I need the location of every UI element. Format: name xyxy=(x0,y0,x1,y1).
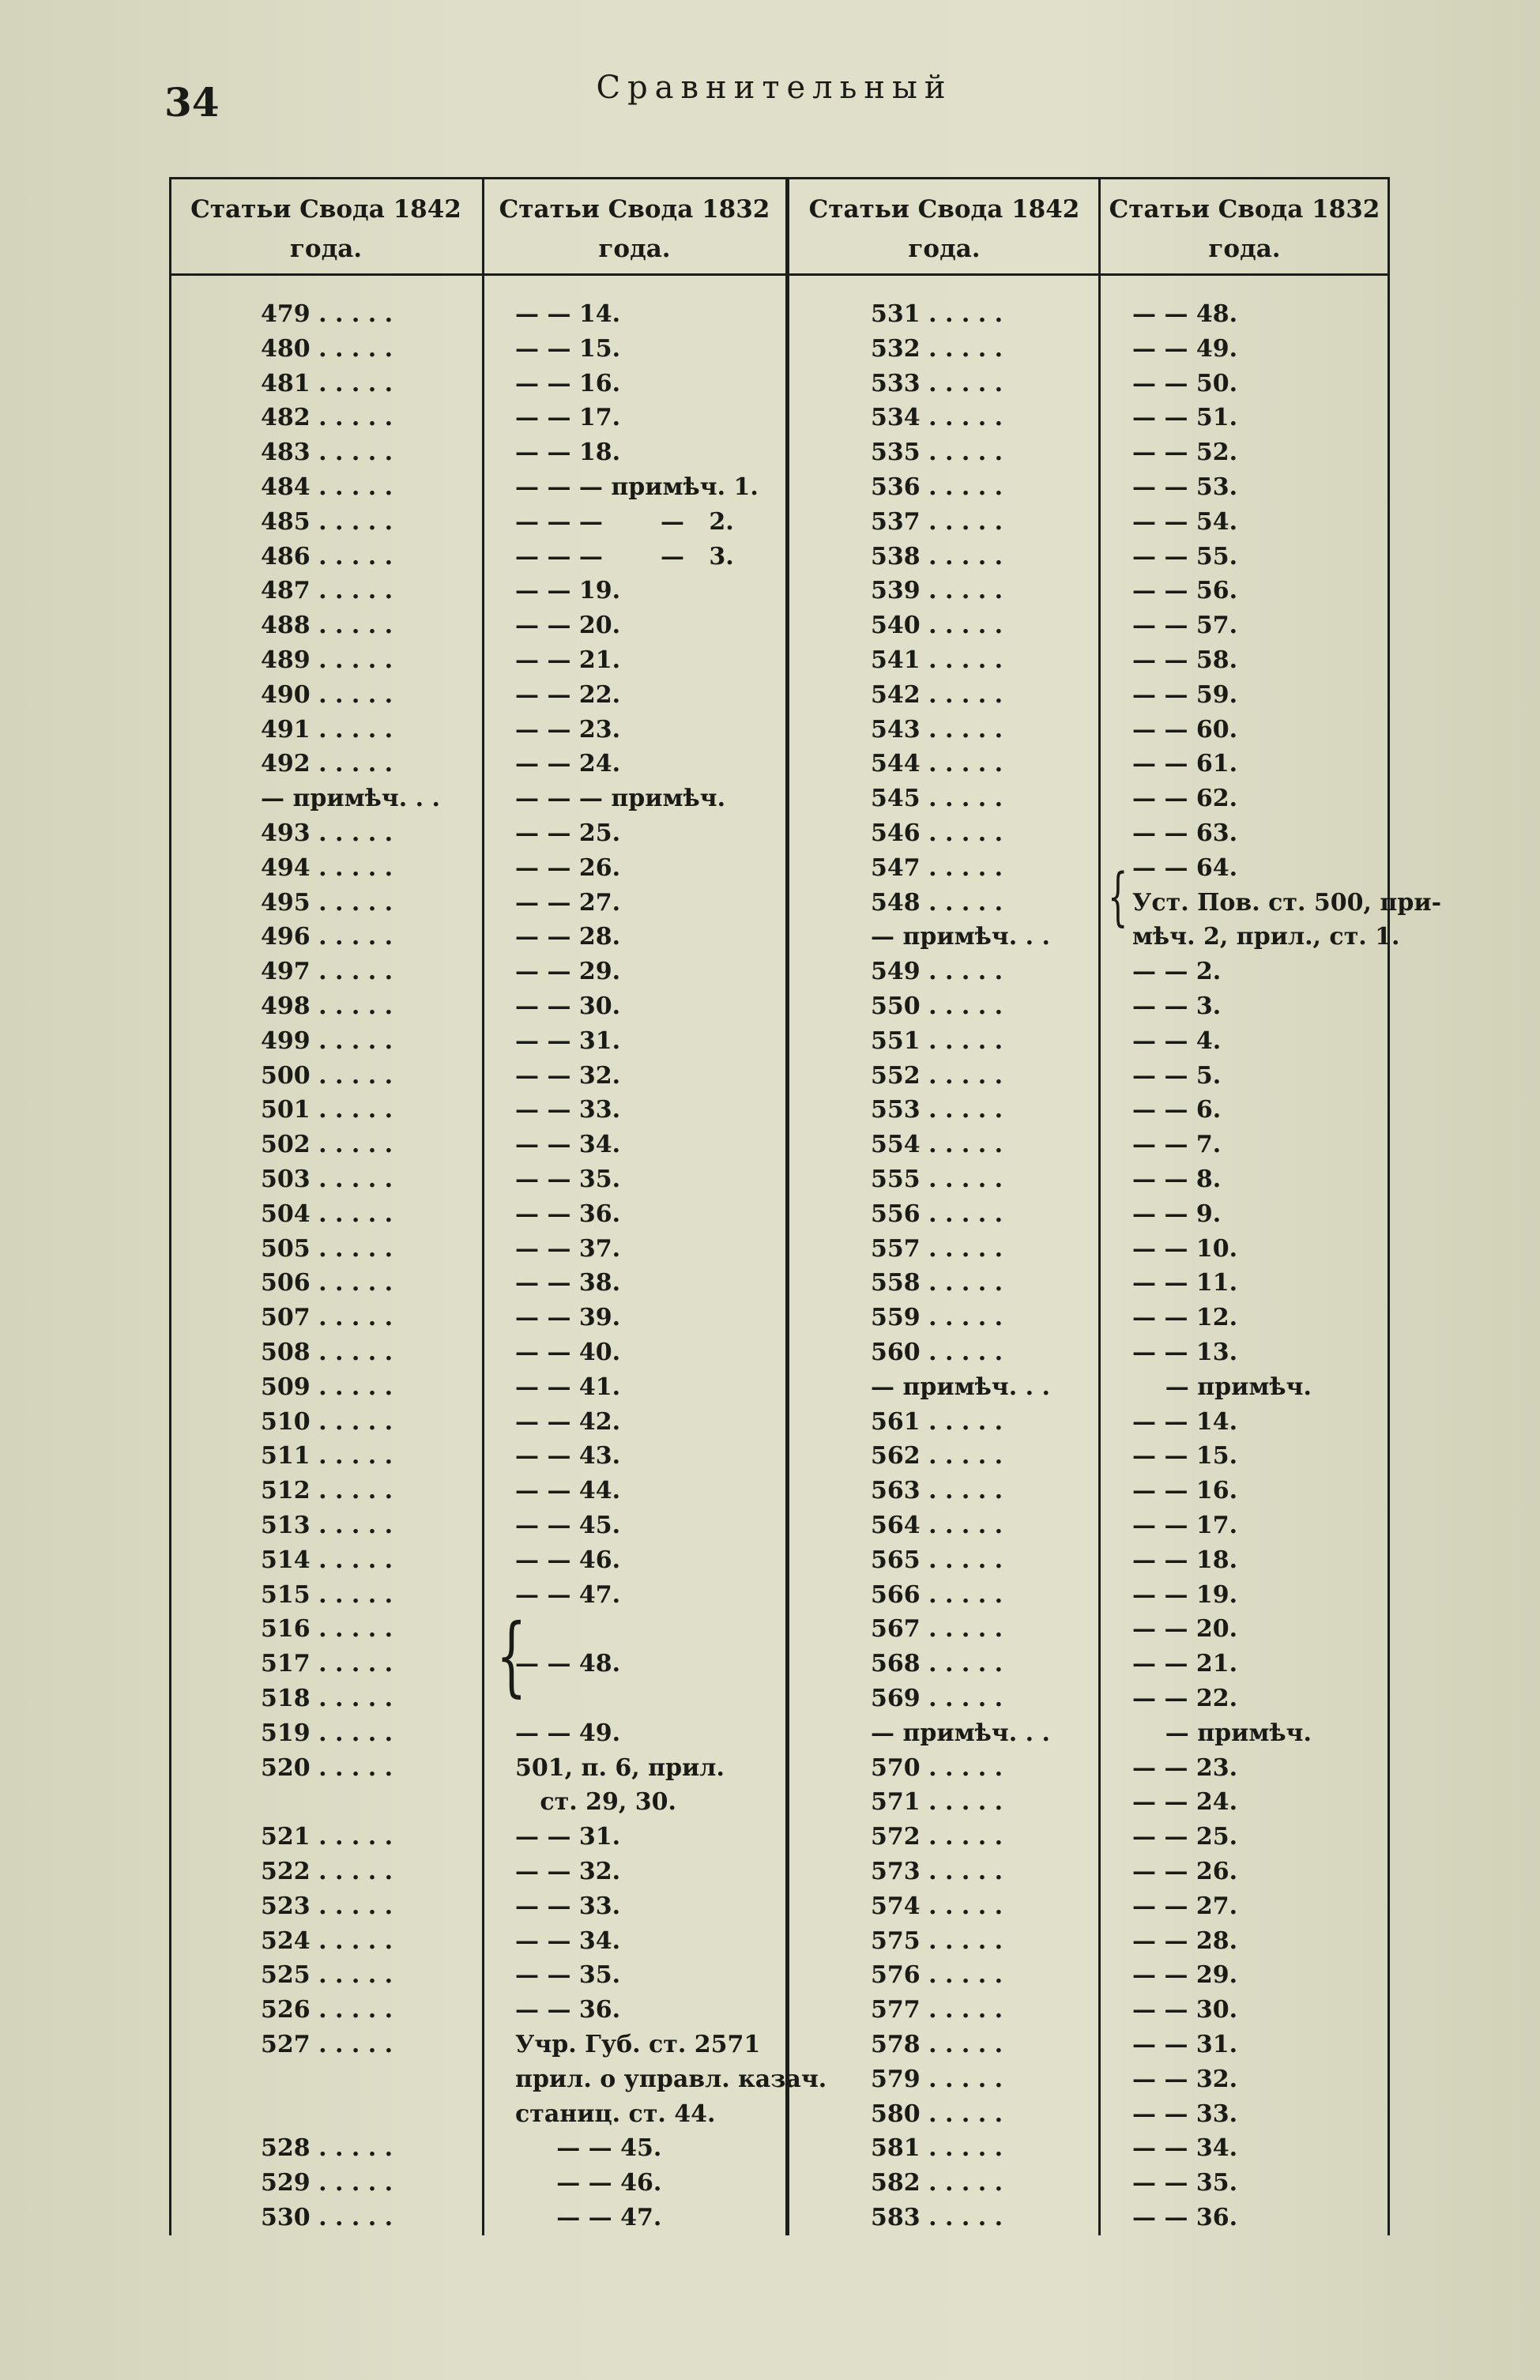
left-article-1842: 525 . . . . . xyxy=(261,1961,393,1989)
left-article-1842: 501 . . . . . xyxy=(261,1096,393,1124)
left-article-1842: 507 . . . . . xyxy=(261,1304,393,1331)
left-article-1832: — — 42. xyxy=(515,1408,621,1436)
header-col-1: Статьи Свода 1842 года. xyxy=(190,195,461,263)
right-article-1832: — — 36. xyxy=(1132,2204,1238,2231)
left-article-1842: 526 . . . . . xyxy=(261,1996,393,2024)
right-article-1842: 548 . . . . . xyxy=(871,889,1003,917)
right-article-1832: — — 9. xyxy=(1132,1200,1222,1228)
right-article-1842: 552 . . . . . xyxy=(871,1062,1003,1090)
left-article-1842: 481 . . . . . xyxy=(261,370,393,397)
right-article-1832: — — 52. xyxy=(1132,439,1238,466)
left-article-1842: 504 . . . . . xyxy=(261,1200,393,1228)
left-article-1842: 518 . . . . . xyxy=(261,1685,393,1712)
right-article-1842: 535 . . . . . xyxy=(871,439,1003,466)
right-article-1842: 550 . . . . . xyxy=(871,992,1003,1020)
left-article-1842: 496 . . . . . xyxy=(261,923,393,951)
header-col-3: Статьи Свода 1842 года. xyxy=(808,195,1080,263)
left-article-1832: — — 29. xyxy=(515,958,621,985)
left-article-1842: 495 . . . . . xyxy=(261,889,393,917)
left-article-1832: — — 23. xyxy=(515,716,621,744)
right-article-1842: 576 . . . . . xyxy=(871,1961,1003,1989)
right-article-1832: — — 34. xyxy=(1132,2134,1238,2162)
right-article-1832: — — 13. xyxy=(1132,1339,1238,1366)
left-article-1832: Учр. Губ. ст. 2571 xyxy=(515,2031,761,2058)
right-article-1832: — — 14. xyxy=(1132,1408,1238,1436)
right-article-1832: — — 50. xyxy=(1132,370,1238,397)
left-article-1832: — — 18. xyxy=(515,439,621,466)
right-article-1842: 571 . . . . . xyxy=(871,1788,1003,1816)
right-article-1832: — — 56. xyxy=(1132,577,1238,604)
left-article-1842: 500 . . . . . xyxy=(261,1062,393,1090)
right-article-1842: 537 . . . . . xyxy=(871,508,1003,536)
header-bottom-rule xyxy=(169,273,1390,276)
table-top-rule xyxy=(169,177,1390,179)
left-article-1842: 497 . . . . . xyxy=(261,958,393,985)
column-rule-2 xyxy=(785,177,789,2235)
right-article-1842: — примѣч. . . xyxy=(871,923,1050,951)
left-article-1842: 529 . . . . . xyxy=(261,2169,393,2197)
right-article-1832: — — 64. xyxy=(1132,854,1238,882)
left-article-1832: — — 28. xyxy=(515,923,621,951)
right-article-1832: — — 2. xyxy=(1132,958,1222,985)
right-article-1842: 556 . . . . . xyxy=(871,1200,1003,1228)
page-number: 34 xyxy=(164,79,220,126)
column-rule-1 xyxy=(482,177,484,2235)
left-article-1832: — — 37. xyxy=(515,1235,621,1263)
right-article-1842: 547 . . . . . xyxy=(871,854,1003,882)
left-article-1832: — — — — 2. xyxy=(515,508,734,536)
header-col-4: Статьи Свода 1832 года. xyxy=(1109,195,1380,263)
left-article-1842: 505 . . . . . xyxy=(261,1235,393,1263)
right-article-1842: 531 . . . . . xyxy=(871,300,1003,328)
right-article-1842: 566 . . . . . xyxy=(871,1581,1003,1609)
right-article-1832: — — 59. xyxy=(1132,681,1238,709)
left-article-1832: — — — примѣч. xyxy=(515,785,726,812)
right-article-1832: — — 16. xyxy=(1132,1477,1238,1504)
right-article-1832: — — 8. xyxy=(1132,1166,1222,1193)
right-article-1832: — — 30. xyxy=(1132,1996,1238,2024)
right-article-1832: — — 11. xyxy=(1132,1269,1238,1297)
right-article-1842: 572 . . . . . xyxy=(871,1823,1003,1851)
right-article-1842: 564 . . . . . xyxy=(871,1512,1003,1539)
left-article-1832: — — 31. xyxy=(515,1027,621,1055)
left-article-1832: — — 30. xyxy=(515,992,621,1020)
right-article-1832: — — 48. xyxy=(1132,300,1238,328)
right-article-1832: — — 60. xyxy=(1132,716,1238,744)
right-article-1832: мѣч. 2, прил., ст. 1. xyxy=(1132,923,1400,951)
left-article-1842: 522 . . . . . xyxy=(261,1858,393,1885)
left-article-1832: — — — примѣч. 1. xyxy=(515,473,759,501)
right-article-1832: — — 10. xyxy=(1132,1235,1238,1263)
right-article-1832: — — 55. xyxy=(1132,543,1238,571)
left-article-1842: 508 . . . . . xyxy=(261,1339,393,1366)
left-article-1842: 513 . . . . . xyxy=(261,1512,393,1539)
right-article-1842: 540 . . . . . xyxy=(871,612,1003,639)
left-article-1832: — — 34. xyxy=(515,1131,621,1158)
left-article-1842: 479 . . . . . xyxy=(261,300,393,328)
left-article-1842: 488 . . . . . xyxy=(261,612,393,639)
right-article-1832: — — 17. xyxy=(1132,1512,1238,1539)
left-article-1832: — — 32. xyxy=(515,1858,621,1885)
left-article-1832: — — 17. xyxy=(515,404,621,431)
right-article-1842: 539 . . . . . xyxy=(871,577,1003,604)
right-article-1842: 573 . . . . . xyxy=(871,1858,1003,1885)
right-article-1842: 567 . . . . . xyxy=(871,1615,1003,1643)
right-article-1842: 577 . . . . . xyxy=(871,1996,1003,2024)
left-article-1832: — — 38. xyxy=(515,1269,621,1297)
right-article-1842: 560 . . . . . xyxy=(871,1339,1003,1366)
left-article-1842: 524 . . . . . xyxy=(261,1927,393,1955)
left-article-1842: 484 . . . . . xyxy=(261,473,393,501)
right-article-1832: — — 63. xyxy=(1132,819,1238,847)
left-article-1832: станиц. ст. 44. xyxy=(515,2100,716,2128)
right-article-1842: 553 . . . . . xyxy=(871,1096,1003,1124)
right-article-1832: — — 51. xyxy=(1132,404,1238,431)
left-article-1842: 512 . . . . . xyxy=(261,1477,393,1504)
right-article-1842: 533 . . . . . xyxy=(871,370,1003,397)
right-article-1832: — — 32. xyxy=(1132,2066,1238,2093)
left-article-1842: 509 . . . . . xyxy=(261,1373,393,1401)
column-rule-3 xyxy=(1098,177,1101,2235)
right-article-1842: 581 . . . . . xyxy=(871,2134,1003,2162)
right-article-1842: — примѣч. . . xyxy=(871,1719,1050,1747)
left-article-1832: — — 36. xyxy=(515,1996,621,2024)
right-article-1832: — — 58. xyxy=(1132,646,1238,674)
right-article-1842: 561 . . . . . xyxy=(871,1408,1003,1436)
right-article-1832: — — 20. xyxy=(1132,1615,1238,1643)
left-article-1842: 514 . . . . . xyxy=(261,1546,393,1574)
left-article-1842: 515 . . . . . xyxy=(261,1581,393,1609)
left-article-1832: — — 27. xyxy=(515,889,621,917)
left-article-1842: 493 . . . . . xyxy=(261,819,393,847)
right-article-1832: — — 4. xyxy=(1132,1027,1222,1055)
right-article-1842: 579 . . . . . xyxy=(871,2066,1003,2093)
left-article-1832: — — 41. xyxy=(515,1373,621,1401)
left-article-1832: — — 31. xyxy=(515,1823,621,1851)
left-article-1842: 519 . . . . . xyxy=(261,1719,393,1747)
right-article-1832: — — 26. xyxy=(1132,1858,1238,1885)
right-article-1832: — — 12. xyxy=(1132,1304,1238,1331)
right-article-1832: — — 27. xyxy=(1132,1892,1238,1920)
right-article-1842: 578 . . . . . xyxy=(871,2031,1003,2058)
left-article-1842: 498 . . . . . xyxy=(261,992,393,1020)
right-article-1842: 543 . . . . . xyxy=(871,716,1003,744)
left-article-1842: 489 . . . . . xyxy=(261,646,393,674)
left-article-1842: 530 . . . . . xyxy=(261,2204,393,2231)
left-article-1842: 520 . . . . . xyxy=(261,1754,393,1782)
left-article-1832: — — 20. xyxy=(515,612,621,639)
right-article-1832: — — 15. xyxy=(1132,1442,1238,1470)
right-article-1842: 554 . . . . . xyxy=(871,1131,1003,1158)
left-article-1832: прил. о управл. казач. xyxy=(515,2066,827,2093)
right-article-1832: — — 24. xyxy=(1132,1788,1238,1816)
left-article-1832: — — 43. xyxy=(515,1442,621,1470)
table-right-rule xyxy=(1388,177,1390,2235)
right-article-1842: 558 . . . . . xyxy=(871,1269,1003,1297)
right-article-1832: — — 6. xyxy=(1132,1096,1222,1124)
right-article-1842: 563 . . . . . xyxy=(871,1477,1003,1504)
right-article-1842: 575 . . . . . xyxy=(871,1927,1003,1955)
left-article-1842: 483 . . . . . xyxy=(261,439,393,466)
right-article-1842: 536 . . . . . xyxy=(871,473,1003,501)
right-article-1832: — примѣч. xyxy=(1132,1719,1312,1747)
left-article-1832: — — 22. xyxy=(515,681,621,709)
header-col-2: Статьи Свода 1832 года. xyxy=(499,195,770,263)
right-article-1842: 534 . . . . . xyxy=(871,404,1003,431)
left-article-1842: 516 . . . . . xyxy=(261,1615,393,1643)
brace-516-518: { xyxy=(496,1605,527,1706)
right-article-1832: — — 5. xyxy=(1132,1062,1222,1090)
left-article-1842: 506 . . . . . xyxy=(261,1269,393,1297)
left-article-1832: — — 26. xyxy=(515,854,621,882)
left-article-1832: — — 34. xyxy=(515,1927,621,1955)
running-head: Сравнительный xyxy=(596,70,953,106)
left-article-1832: — — 46. xyxy=(515,2169,662,2197)
left-article-1832: — — 19. xyxy=(515,577,621,604)
left-article-1832: — — — — 3. xyxy=(515,543,734,571)
left-article-1842: 503 . . . . . xyxy=(261,1166,393,1193)
left-article-1832: — — 44. xyxy=(515,1477,621,1504)
right-article-1842: 546 . . . . . xyxy=(871,819,1003,847)
left-article-1832: — — 14. xyxy=(515,300,621,328)
right-article-1832: — — 61. xyxy=(1132,750,1238,778)
left-article-1832: — — 35. xyxy=(515,1961,621,1989)
left-article-1832: — — 16. xyxy=(515,370,621,397)
left-article-1842: 485 . . . . . xyxy=(261,508,393,536)
right-article-1842: 551 . . . . . xyxy=(871,1027,1003,1055)
right-article-1832: — — 53. xyxy=(1132,473,1238,501)
left-article-1832: — — 39. xyxy=(515,1304,621,1331)
left-article-1842: 527 . . . . . xyxy=(261,2031,393,2058)
right-article-1832: — — 23. xyxy=(1132,1754,1238,1782)
left-article-1842: 502 . . . . . xyxy=(261,1131,393,1158)
left-article-1842: 492 . . . . . xyxy=(261,750,393,778)
right-article-1842: 570 . . . . . xyxy=(871,1754,1003,1782)
right-article-1832: Уст. Пов. ст. 500, при- xyxy=(1132,889,1442,917)
left-article-1832: — — 21. xyxy=(515,646,621,674)
right-article-1832: — — 33. xyxy=(1132,2100,1238,2128)
right-article-1832: — — 62. xyxy=(1132,785,1238,812)
left-article-1842: 494 . . . . . xyxy=(261,854,393,882)
left-article-1832: — — 32. xyxy=(515,1062,621,1090)
left-article-1842: 517 . . . . . xyxy=(261,1650,393,1678)
left-article-1832: — — 33. xyxy=(515,1096,621,1124)
right-article-1832: — — 3. xyxy=(1132,992,1222,1020)
left-article-1832: — — 45. xyxy=(515,1512,621,1539)
right-article-1832: — — 22. xyxy=(1132,1685,1238,1712)
left-article-1842: 528 . . . . . xyxy=(261,2134,393,2162)
left-article-1832: — — 48. xyxy=(515,1650,621,1678)
right-article-1842: 557 . . . . . xyxy=(871,1235,1003,1263)
left-article-1842: 510 . . . . . xyxy=(261,1408,393,1436)
left-article-1842: 480 . . . . . xyxy=(261,335,393,363)
right-article-1842: 532 . . . . . xyxy=(871,335,1003,363)
left-article-1832: — — 36. xyxy=(515,1200,621,1228)
left-article-1842: 521 . . . . . xyxy=(261,1823,393,1851)
right-article-1842: 582 . . . . . xyxy=(871,2169,1003,2197)
right-article-1832: — — 57. xyxy=(1132,612,1238,639)
left-article-1832: — — 47. xyxy=(515,1581,621,1609)
right-article-1842: 568 . . . . . xyxy=(871,1650,1003,1678)
right-article-1842: 559 . . . . . xyxy=(871,1304,1003,1331)
left-article-1832: — — 35. xyxy=(515,1166,621,1193)
right-article-1832: — — 21. xyxy=(1132,1650,1238,1678)
left-article-1832: — — 47. xyxy=(515,2204,662,2231)
left-article-1842: 482 . . . . . xyxy=(261,404,393,431)
left-article-1832: — — 33. xyxy=(515,1892,621,1920)
left-article-1832: — — 15. xyxy=(515,335,621,363)
left-article-1842: 491 . . . . . xyxy=(261,716,393,744)
left-article-1832: — — 45. xyxy=(515,2134,662,2162)
right-article-1842: 565 . . . . . xyxy=(871,1546,1003,1574)
right-article-1832: — — 25. xyxy=(1132,1823,1238,1851)
right-article-1832: — — 49. xyxy=(1132,335,1238,363)
right-article-1842: 555 . . . . . xyxy=(871,1166,1003,1193)
right-article-1832: — — 54. xyxy=(1132,508,1238,536)
left-article-1832: ст. 29, 30. xyxy=(515,1788,676,1816)
right-article-1842: 545 . . . . . xyxy=(871,785,1003,812)
left-article-1832: 501, п. 6, прил. xyxy=(515,1754,725,1782)
right-article-1832: — — 18. xyxy=(1132,1546,1238,1574)
right-article-1842: 562 . . . . . xyxy=(871,1442,1003,1470)
left-article-1842: — примѣч. . . xyxy=(261,785,440,812)
left-article-1842: 499 . . . . . xyxy=(261,1027,393,1055)
right-article-1842: 544 . . . . . xyxy=(871,750,1003,778)
right-article-1842: 569 . . . . . xyxy=(871,1685,1003,1712)
right-article-1842: 574 . . . . . xyxy=(871,1892,1003,1920)
right-article-1842: — примѣч. . . xyxy=(871,1373,1050,1401)
right-article-1832: — — 35. xyxy=(1132,2169,1238,2197)
right-article-1832: — — 29. xyxy=(1132,1961,1238,1989)
right-article-1832: — — 7. xyxy=(1132,1131,1222,1158)
left-article-1832: — — 25. xyxy=(515,819,621,847)
left-article-1832: — — 24. xyxy=(515,750,621,778)
brace-548-note: { xyxy=(1108,860,1128,933)
left-article-1832: — — 49. xyxy=(515,1719,621,1747)
left-article-1832: — — 46. xyxy=(515,1546,621,1574)
left-article-1842: 490 . . . . . xyxy=(261,681,393,709)
left-article-1842: 523 . . . . . xyxy=(261,1892,393,1920)
right-article-1832: — — 19. xyxy=(1132,1581,1238,1609)
right-article-1842: 542 . . . . . xyxy=(871,681,1003,709)
left-article-1842: 486 . . . . . xyxy=(261,543,393,571)
left-article-1832: — — 40. xyxy=(515,1339,621,1366)
right-article-1842: 538 . . . . . xyxy=(871,543,1003,571)
left-article-1842: 511 . . . . . xyxy=(261,1442,393,1470)
right-article-1842: 583 . . . . . xyxy=(871,2204,1003,2231)
right-article-1832: — — 28. xyxy=(1132,1927,1238,1955)
right-article-1832: — примѣч. xyxy=(1132,1373,1312,1401)
right-article-1842: 541 . . . . . xyxy=(871,646,1003,674)
left-article-1842: 487 . . . . . xyxy=(261,577,393,604)
table-left-rule xyxy=(169,177,171,2235)
right-article-1842: 580 . . . . . xyxy=(871,2100,1003,2128)
right-article-1842: 549 . . . . . xyxy=(871,958,1003,985)
right-article-1832: — — 31. xyxy=(1132,2031,1238,2058)
